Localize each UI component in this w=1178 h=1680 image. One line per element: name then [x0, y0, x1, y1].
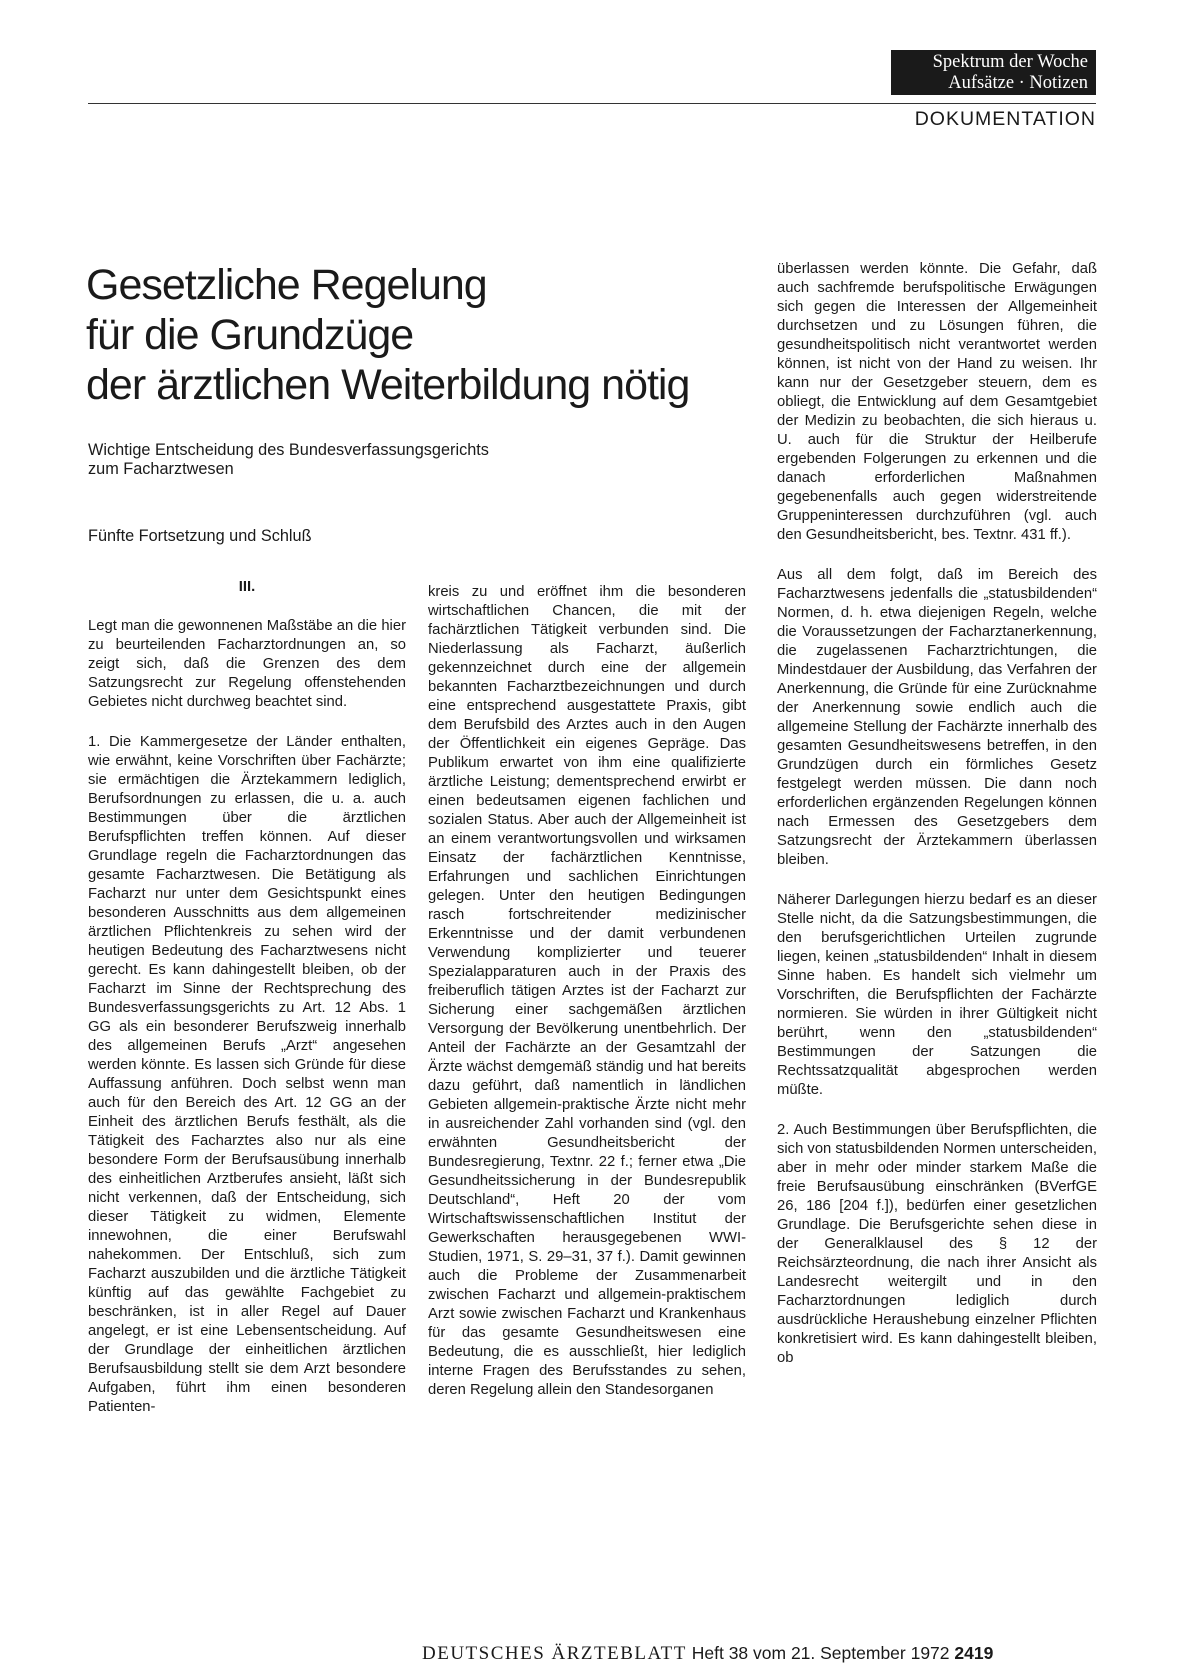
badge-line-1: Spektrum der Woche: [932, 52, 1088, 72]
title-line-2: für die Grundzüge: [86, 311, 414, 359]
paragraph: kreis zu und eröffnet ihm die besonderen wirtschaftlichen Chancen, die mit der fachärztlichen Tätigkeit verbunden sind. Die Niederlassung als Facharzt, äußerlich gekennzeichnet durch eine der allgemein bekannten Facharztbezeichnungen und durch eine entsprechend ausgestattete Praxis, gibt dem Berufsbild des Arztes auch in den Augen der Öffentlichkeit ein eigenes Gepräge. Das Publikum erwartet von ihm eine qualifizierte ärztliche Leistung; dementsprechend erwirbt er einen bedeutsamen eigenen fachlichen und sozialen Status. Aber auch der Allgemeinheit ist an einem verantwortungsvollen und wirksamen Einsatz der fachärztlichen Kenntnisse, Erfahrungen und sachlichen Einrichtungen gelegen. Unter den heutigen Bedingungen rasch fortschreitender medizinischer Erkenntnisse und der damit verbundenen Verwendung komplizierter und teuerer Spezialapparaturen auch in der Praxis des freiberuflich tätigen Arztes ist der Facharzt zur Sicherung einer sachgemäßen ärztlichen Versorgung der Bevölkerung unentbehrlich. Der Anteil der Fachärzte an der Gesamtzahl der Ärzte wächst demgemäß ständig und hat bereits dazu geführt, daß namentlich in ländlichen Gebieten allgemein-praktische Ärzte nicht mehr in ausreichender Zahl vorhanden sind (vgl. den erwähnten Gesundheitsbericht der Bundesregierung, Textnr. 22 f.; ferner etwa „Die Gesundheitssicherung in der Bundesrepublik Deutschland“, Heft 20 der vom Wirtschaftswissenschaftlichen Institut der Gewerkschaften herausgegebenen WWI-Studien, 1971, S. 29–31, 37 f.). Damit gewinnen auch die Probleme der Zusammenarbeit zwischen Facharzt und allgemein-praktischem Arzt sowie zwischen Facharzt und Krankenhaus für das gesamte Gesundheitswesen eine Bedeutung, die es ausschließt, hier lediglich interne Fragen des Berufsstandes zu sehen, deren Regelung allein den Standesorganen: [428, 584, 746, 1398]
section-numeral: III.: [238, 579, 256, 595]
text-column-3: [777, 260, 1097, 1389]
subtitle-line-2: zum Facharztwesen: [88, 460, 234, 478]
article-subtitle: [88, 441, 708, 479]
text-column-2: [428, 583, 746, 1421]
paragraph: 2. Auch Bestimmungen über Berufspflichten, die sich von statusbildenden Normen unterscheiden, aber in mehr oder minder starkem Maße die freie Berufsausübung einschränken (BVerfGE 26, 186 [204 f.]), bedürfen einer gesetzlichen Grundlage. Die Berufsgerichte sehen diese in der Generalklausel des § 12 der Reichsärzteordnung, die nach ihrer Ansicht als Landesrecht weitergilt und in den Facharztordnungen lediglich durch ausdrückliche Heraushebung einzelner Pflichten konkretisiert wird. Es kann dahingestellt bleiben, ob: [777, 1122, 1097, 1366]
page-number: 2419: [954, 1643, 994, 1663]
paragraph: Näherer Darlegungen hierzu bedarf es an dieser Stelle nicht, da die Satzungsbestimmungen, die den berufsgerichtlichen Urteilen zugrunde liegen, keinen „statusbildenden“ Inhalt in diesem Sinne haben. Es handelt sich vielmehr um Vorschriften, die Berufspflichten der Fachärzte normieren. Sie würden in ihrer Gültigkeit nicht berührt, wenn den „statusbildenden“ Bestimmungen der Satzungen die Rechtssatzqualität abgesprochen werden müßte.: [777, 892, 1097, 1098]
subtitle-line-1: Wichtige Entscheidung des Bundesverfassungsgerichts: [88, 441, 489, 459]
text-column-1: [88, 578, 406, 1438]
title-line-3: der ärztlichen Weiterbildung nötig: [86, 361, 690, 409]
header-rule: [88, 103, 1096, 104]
page-footer: [422, 1643, 1098, 1665]
continuation-note: Fünfte Fortsetzung und Schluß: [88, 527, 312, 545]
badge-line-2: Aufsätze · Notizen: [948, 73, 1088, 93]
paragraph: überlassen werden könnte. Die Gefahr, daß auch sachfremde berufspolitische Erwägungen sich gegen die Interessen der Allgemeinheit durchsetzen und zu Lösungen führen, die gesundheitspolitisch nicht verantwortet werden können, ist nicht von der Hand zu weisen. Ihr kann nur der Gesetzgeber steuern, dem es obliegt, die Entwicklung auf dem Gesamtgebiet der Medizin zu beobachten, die sich hieraus u. U. auch für die Struktur der Heilberufe ergebenden Folgerungen zu erkennen und die danach erforderlichen Maßnahmen gegebenenfalls auch gegen widerstreitende Gruppeninteressen durchzuführen (vgl. auch den Gesundheitsbericht, bes. Textnr. 431 ff.).: [777, 261, 1097, 543]
article-title: [86, 260, 776, 410]
paragraph: Legt man die gewonnenen Maßstäbe an die hier zu beurteilenden Facharztordnungen an, so zeigt sich, daß die Grenzen des dem Satzungsrecht zur Regelung offenstehenden Gebietes nicht durchweg beachtet sind.: [88, 618, 406, 710]
section-badge: [891, 50, 1096, 95]
paragraph: Aus all dem folgt, daß im Bereich des Facharztwesens jedenfalls die „statusbildenden“ Normen, d. h. etwa diejenigen Regeln, welche die Voraussetzungen der Facharztanerkennung, die zugelassenen Facharztrichtungen, die Mindestdauer der Ausbildung, das Verfahren der Anerkennung, die Gründe für eine Zurücknahme der Anerkennung sowie endlich auch die allgemeine Stellung der Fachärzte innerhalb des gesamten Gesundheitswesens betreffen, in den Grundzügen durch ein förmliches Gesetz festgelegt werden müssen. Die dann noch erforderlichen ergänzenden Regelungen können nach Ermessen des Gesetzgebers dem Satzungsrecht der Ärztekammern überlassen bleiben.: [777, 567, 1097, 868]
title-line-1: Gesetzliche Regelung: [86, 261, 487, 309]
issue-info: Heft 38 vom 21. September 1972: [691, 1643, 950, 1663]
paragraph: 1. Die Kammergesetze der Länder enthalten, wie erwähnt, keine Vorschriften über Fachärzte; sie ermächtigen die Ärztekammern lediglich, Berufsordnungen zu erlassen, die u. a. auch Bestimmungen über die ärztlichen Berufspflichten treffen können. Auf dieser Grundlage regeln die Facharztordnungen das gesamte Facharztwesen. Die Betätigung als Facharzt nur unter dem Gesichtspunkt eines besonderen Ausschnitts aus dem allgemeinen ärztlichen Pflichtenkreis zu sehen wird der heutigen Bedeutung des Facharztwesens nicht gerecht. Es kann dahingestellt bleiben, ob der Facharzt im Sinne der Rechtsprechung des Bundesverfassungsgerichts zu Art. 12 Abs. 1 GG als ein besonderer Berufszweig innerhalb des allgemeinen Berufs „Arzt“ angesehen werden könnte. Es lassen sich Gründe für diese Auffassung anführen. Doch selbst wenn man auch für den Bereich des Art. 12 GG an der Einheit des ärztlichen Berufs festhält, als die Tätigkeit des Facharztes also nur als eine besondere Form der Berufsausübung innerhalb des einheitlichen Arztberufes ansieht, läßt sich nicht verkennen, daß der Entscheidung, sich dieser Tätigkeit zu widmen, Elemente innewohnen, die einer Berufswahl nahekommen. Der Entschluß, sich zum Facharzt auszubilden und die ärztliche Tätigkeit künftig auf das gewählte Fachgebiet zu beschränken, ist in aller Regel auf Dauer angelegt, er ist eine Lebensentscheidung. Auf der Grundlage der einheitlichen ärztlichen Berufsausbildung stellt sie dem Arzt besondere Aufgaben, führt ihm einen besonderen Patienten-: [88, 734, 406, 1415]
journal-name: DEUTSCHES ÄRZTEBLATT: [422, 1643, 687, 1664]
section-label: DOKUMENTATION: [914, 108, 1096, 130]
